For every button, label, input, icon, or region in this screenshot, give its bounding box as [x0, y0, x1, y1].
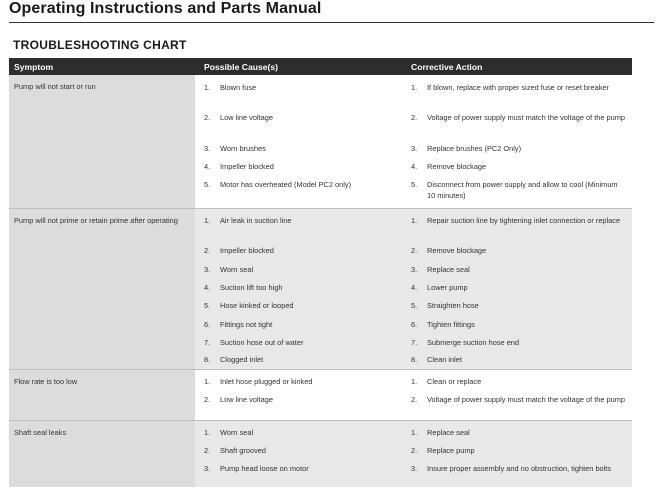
symptom-cell — [9, 421, 195, 487]
cause-number: 8. — [204, 355, 211, 364]
action-text: Remove blockage — [427, 162, 487, 171]
action-text: Lower pump — [427, 283, 468, 292]
action-number: 7. — [411, 338, 418, 347]
action-number: 3. — [411, 265, 418, 274]
chart-title: TROUBLESHOOTING CHART — [13, 38, 187, 52]
cause-number: 2. — [204, 246, 211, 255]
action-text: Straighten hose — [427, 301, 479, 310]
action-number: 3. — [411, 144, 418, 153]
action-number: 2. — [411, 446, 418, 455]
cause-text: Worn brushes — [220, 144, 266, 153]
cause-text: Suction lift too high — [220, 283, 283, 292]
action-number: 5. — [411, 180, 418, 189]
action-text: Clean or replace — [427, 377, 482, 386]
cause-text: Worn seal — [220, 428, 254, 437]
action-text: Replace seal — [427, 265, 470, 274]
cause-number: 2. — [204, 395, 211, 404]
cause-text: Impeller blocked — [220, 162, 274, 171]
action-text: Replace pump — [427, 446, 475, 455]
cause-text: Pump head loose on motor — [220, 464, 309, 473]
symptom-group-not-start — [9, 75, 632, 209]
cause-number: 4. — [204, 283, 211, 292]
cause-text: Fittings not tight — [220, 320, 273, 329]
cause-number: 7. — [204, 338, 211, 347]
action-number: 8. — [411, 355, 418, 364]
table-header — [9, 58, 632, 75]
cause-number: 1. — [204, 428, 211, 437]
action-number: 1. — [411, 83, 418, 92]
action-text: Voltage of power supply must match the voltage of the pump — [427, 113, 626, 122]
cause-text: Inlet hose plugged or kinked — [220, 377, 313, 386]
cause-text: Shaft grooved — [220, 446, 267, 455]
cause-number: 1. — [204, 377, 211, 386]
cause-text: Motor has overheated (Model PC2 only) — [220, 180, 352, 189]
symptom-group-flow-low — [9, 370, 632, 421]
action-text: Submerge suction hose end — [427, 338, 520, 347]
symptom-text: Shaft seal leaks — [14, 428, 67, 437]
cause-number: 3. — [204, 144, 211, 153]
cause-text: Blown fuse — [220, 83, 257, 92]
action-text: Replace brushes (PC2 Only) — [427, 144, 522, 153]
cause-number: 3. — [204, 464, 211, 473]
symptom-cell — [9, 209, 195, 369]
action-number: 3. — [411, 464, 418, 473]
cause-text: Clogged inlet — [220, 355, 264, 364]
action-text: If blown, replace with proper sized fuse or reset breaker — [427, 83, 609, 92]
action-text: Remove blockage — [427, 246, 487, 255]
cause-number: 5. — [204, 180, 211, 189]
action-number: 2. — [411, 113, 418, 122]
symptom-cell — [9, 75, 195, 208]
action-text: Insure proper assembly and no obstruction, tighten bolts — [427, 464, 612, 473]
action-number: 1. — [411, 428, 418, 437]
action-number: 6. — [411, 320, 418, 329]
symptom-group-shaft-seal — [9, 421, 632, 487]
cause-text: Worn seal — [220, 265, 254, 274]
symptom-text: Pump will not start or run — [14, 82, 96, 91]
action-text: Replace seal — [427, 428, 470, 437]
symptom-cell — [9, 370, 195, 420]
cause-text: Hose kinked or looped — [220, 301, 294, 310]
header-symptom: Symptom — [14, 62, 54, 72]
cause-text: Impeller blocked — [220, 246, 274, 255]
cause-text: Suction hose out of water — [220, 338, 304, 347]
action-text: Repair suction line by tightening inlet connection or replace — [427, 216, 621, 225]
action-number: 2. — [411, 395, 418, 404]
action-number: 1. — [411, 216, 418, 225]
cause-number: 4. — [204, 162, 211, 171]
cause-number: 1. — [204, 216, 211, 225]
symptom-text: Pump will not prime or retain prime after operating — [14, 216, 178, 225]
action-number: 4. — [411, 283, 418, 292]
troubleshooting-table — [9, 58, 632, 487]
cause-number: 5. — [204, 301, 211, 310]
cause-number: 3. — [204, 265, 211, 274]
header-possible-cause: Possible Cause(s) — [204, 62, 279, 72]
header-corrective-action: Corrective Action — [411, 62, 483, 72]
cause-number: 2. — [204, 113, 211, 122]
action-number: 4. — [411, 162, 418, 171]
action-number: 1. — [411, 377, 418, 386]
document-title: Operating Instructions and Parts Manual — [9, 0, 322, 17]
symptom-text: Flow rate is too low — [14, 377, 78, 386]
symptom-group-not-prime — [9, 209, 632, 370]
action-text: Clean inlet — [427, 355, 462, 364]
action-text: Disconnect from power supply and allow to cool (Minimum 10 minutes) — [427, 180, 618, 200]
cause-number: 2. — [204, 446, 211, 455]
action-text: Tighten fittings — [427, 320, 475, 329]
cause-number: 1. — [204, 83, 211, 92]
cause-number: 6. — [204, 320, 211, 329]
action-text: Voltage of power supply must match the voltage of the pump — [427, 395, 626, 404]
cause-text: Low line voltage — [220, 113, 274, 122]
cause-text: Air leak in suction line — [220, 216, 292, 225]
title-divider — [9, 22, 654, 23]
action-number: 2. — [411, 246, 418, 255]
cause-text: Low line voltage — [220, 395, 274, 404]
action-number: 5. — [411, 301, 418, 310]
